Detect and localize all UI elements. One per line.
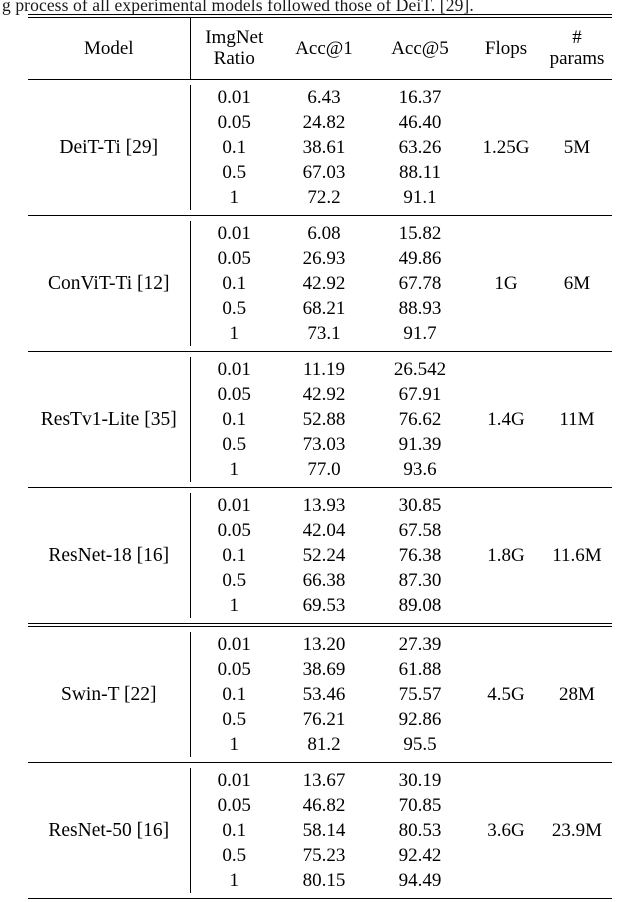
- model-name-cell: [28, 357, 190, 482]
- cell-ratio: 0.01: [190, 493, 278, 518]
- cell-acc5: 94.49: [398, 869, 442, 891]
- column-header-model-label: Model: [83, 37, 134, 59]
- model-name-cell: [28, 221, 190, 346]
- cell-ratio: 1: [190, 593, 278, 618]
- cell-acc1: 38.61: [302, 136, 346, 158]
- cell-acc1: 42.92: [302, 383, 346, 405]
- cell-acc5: 16.37: [398, 86, 442, 108]
- cell-acc5: 80.53: [398, 819, 442, 841]
- cell-acc1: 52.88: [302, 408, 346, 430]
- column-header-params-line2: params: [549, 48, 605, 70]
- table-row: [28, 85, 612, 110]
- results-table-container: [28, 14, 612, 899]
- cell-acc5: 88.93: [398, 297, 442, 319]
- cell-params: 28M: [559, 683, 595, 705]
- model-name-cell: [28, 85, 190, 210]
- cell-acc1: 73.03: [302, 433, 346, 455]
- cell-ratio: 0.05: [190, 518, 278, 543]
- cell-ratio: 1: [190, 321, 278, 346]
- cell-ratio: 0.05: [190, 382, 278, 407]
- cell-ratio: 0.05: [190, 657, 278, 682]
- column-header-ratio-stack: [191, 27, 279, 70]
- model-name-label: ResNet-18 [16]: [48, 544, 170, 566]
- cell-params: 23.9M: [551, 819, 603, 841]
- cell-acc1: 75.23: [302, 844, 346, 866]
- cell-params: 11M: [559, 408, 595, 430]
- cell-flops: 1.25G: [482, 136, 530, 158]
- table-row: [28, 493, 612, 518]
- cell-ratio: 0.05: [190, 793, 278, 818]
- cell-flops: 1G: [494, 272, 518, 294]
- cell-acc1: 52.24: [302, 544, 346, 566]
- cell-ratio: 0.01: [190, 357, 278, 382]
- cell-acc1: 68.21: [302, 297, 346, 319]
- cell-acc1: 76.21: [302, 708, 346, 730]
- cell-params: 11.6M: [552, 544, 602, 566]
- cell-acc5: 67.58: [398, 519, 442, 541]
- cell-acc5: 61.88: [398, 658, 442, 680]
- model-name-label: ConViT-Ti [12]: [48, 272, 170, 294]
- cell-acc5: 26.542: [393, 358, 447, 380]
- cell-acc5: 92.42: [398, 844, 442, 866]
- cell-acc1: 6.43: [307, 86, 341, 108]
- cell-acc1: 13.93: [302, 494, 346, 516]
- cell-ratio: 0.1: [190, 407, 278, 432]
- results-table: [28, 14, 612, 899]
- cell-ratio: 0.05: [190, 246, 278, 271]
- cell-acc1: 42.92: [302, 272, 346, 294]
- table-row: [28, 221, 612, 246]
- cell-flops: 3.6G: [487, 819, 525, 841]
- cell-params: 5M: [563, 136, 591, 158]
- cell-ratio: 0.5: [190, 432, 278, 457]
- cell-ratio: 0.05: [190, 110, 278, 135]
- cell-acc5: 30.19: [398, 769, 442, 791]
- running-paragraph-text: g process of all experimental models followed those of DeiT. [29].: [2, 0, 474, 15]
- cell-acc1: 13.67: [302, 769, 346, 791]
- cell-flops: 1.4G: [487, 408, 525, 430]
- model-name-label: ResNet-50 [16]: [48, 819, 170, 841]
- cell-acc1: 67.03: [302, 161, 346, 183]
- cell-acc5: 27.39: [398, 633, 442, 655]
- table-row: [28, 768, 612, 793]
- column-header-ratio-line2: Ratio: [213, 48, 255, 70]
- table-row: [28, 632, 612, 657]
- cell-acc1: 80.15: [302, 869, 346, 891]
- cell-acc5: 93.6: [403, 458, 437, 480]
- cell-flops: 4.5G: [487, 683, 525, 705]
- cell-acc1: 72.2: [307, 186, 341, 208]
- cell-acc1: 66.38: [302, 569, 346, 591]
- model-name-cell: [28, 768, 190, 893]
- cell-ratio: 0.1: [190, 135, 278, 160]
- cell-ratio: 0.5: [190, 707, 278, 732]
- model-name-cell: [28, 632, 190, 757]
- cell-acc5: 76.38: [398, 544, 442, 566]
- cell-acc5: 75.57: [398, 683, 442, 705]
- table-bottom-rule: [28, 898, 612, 899]
- cell-acc1: 13.20: [302, 633, 346, 655]
- cell-acc1: 42.04: [302, 519, 346, 541]
- table-header-row: [28, 18, 612, 79]
- cell-acc1: 77.0: [307, 458, 341, 480]
- cell-acc1: 69.53: [302, 594, 346, 616]
- cell-acc5: 91.1: [403, 186, 437, 208]
- model-name-label: ResTv1-Lite [35]: [40, 408, 177, 430]
- column-header-params: [542, 18, 612, 79]
- cell-ratio: 0.5: [190, 296, 278, 321]
- cell-ratio: 0.5: [190, 843, 278, 868]
- cell-acc1: 6.08: [307, 222, 341, 244]
- horizontal-rule: [28, 898, 612, 899]
- cell-acc5: 30.85: [398, 494, 442, 516]
- cell-ratio: 1: [190, 457, 278, 482]
- cell-acc5: 87.30: [398, 569, 442, 591]
- model-name-label: DeiT-Ti [29]: [59, 136, 159, 158]
- cell-acc1: 58.14: [302, 819, 346, 841]
- cell-ratio: 0.5: [190, 160, 278, 185]
- cell-acc1: 24.82: [302, 111, 346, 133]
- cell-acc1: 81.2: [307, 733, 341, 755]
- cell-acc5: 46.40: [398, 111, 442, 133]
- column-header-ratio: [190, 18, 278, 79]
- cell-acc1: 26.93: [302, 247, 346, 269]
- model-name-label: Swin-T [22]: [60, 683, 157, 705]
- cell-acc5: 88.11: [398, 161, 442, 183]
- cell-ratio: 0.1: [190, 271, 278, 296]
- column-header-flops: [470, 18, 542, 79]
- cell-acc5: 91.39: [398, 433, 442, 455]
- cell-ratio: 0.1: [190, 818, 278, 843]
- model-name-cell: [28, 493, 190, 618]
- cell-acc5: 91.7: [403, 322, 437, 344]
- cell-acc5: 49.86: [398, 247, 442, 269]
- cell-ratio: 1: [190, 732, 278, 757]
- cell-ratio: 1: [190, 868, 278, 893]
- column-header-params-stack: [542, 27, 612, 70]
- cell-ratio: 0.5: [190, 568, 278, 593]
- cell-ratio: 0.01: [190, 632, 278, 657]
- cell-acc5: 67.91: [398, 383, 442, 405]
- column-header-ratio-line1: ImgNet: [205, 27, 264, 48]
- cell-acc5: 67.78: [398, 272, 442, 294]
- column-header-flops-label: Flops: [484, 37, 528, 59]
- cell-acc5: 92.86: [398, 708, 442, 730]
- cell-ratio: 1: [190, 185, 278, 210]
- cell-acc5: 15.82: [398, 222, 442, 244]
- cell-acc1: 38.69: [302, 658, 346, 680]
- cell-acc5: 89.08: [398, 594, 442, 616]
- cell-ratio: 0.01: [190, 85, 278, 110]
- column-header-acc1-label: Acc@1: [295, 37, 353, 59]
- cell-ratio: 0.1: [190, 682, 278, 707]
- cell-acc5: 63.26: [398, 136, 442, 158]
- cell-params: 6M: [563, 272, 591, 294]
- cell-acc1: 53.46: [302, 683, 346, 705]
- cell-acc1: 46.82: [302, 794, 346, 816]
- cell-ratio: 0.01: [190, 221, 278, 246]
- column-header-acc1: [278, 18, 370, 79]
- cell-acc1: 11.19: [302, 358, 346, 380]
- cell-ratio: 0.01: [190, 768, 278, 793]
- cell-acc5: 95.5: [403, 733, 437, 755]
- cell-ratio: 0.1: [190, 543, 278, 568]
- column-header-params-line1: #: [572, 27, 582, 48]
- table-row: [28, 357, 612, 382]
- cell-acc5: 70.85: [398, 794, 442, 816]
- column-header-acc5-label: Acc@5: [391, 37, 449, 59]
- cell-acc1: 73.1: [307, 322, 341, 344]
- cell-flops: 1.8G: [487, 544, 525, 566]
- cell-acc5: 76.62: [398, 408, 442, 430]
- column-header-acc5: [370, 18, 470, 79]
- column-header-model: [28, 18, 190, 79]
